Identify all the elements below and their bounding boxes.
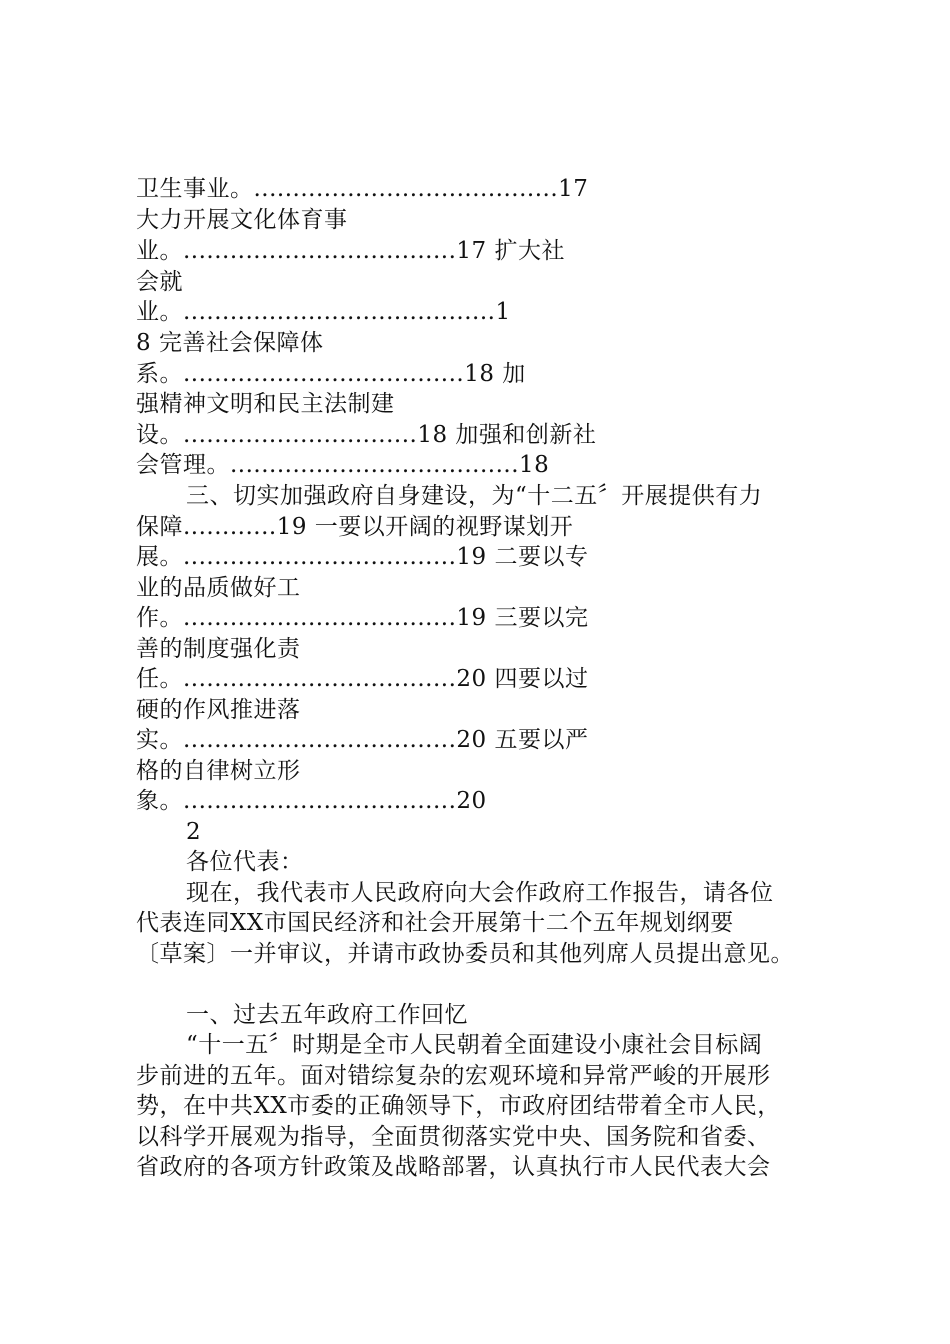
toc-line: 实。...................................20 五要以严 — [136, 727, 589, 753]
body-line: “十一五〞时期是全市人民朝着全面建设小康社会目标阔 — [186, 1032, 763, 1058]
toc-line: 会管理。.....................................18 — [136, 452, 550, 478]
toc-line: 格的自律树立形 — [136, 758, 301, 784]
toc-line: 展。...................................19 二要以专 — [136, 544, 589, 570]
toc-line: 大力开展文化体育事 — [136, 207, 348, 233]
toc-line: 象。...................................20 — [136, 788, 487, 814]
toc-line: 设。..............................18 加强和创新社 — [136, 422, 597, 448]
toc-line: 业。...................................17 扩大社 — [136, 238, 565, 264]
toc-line: 8 完善社会保障体 — [136, 330, 324, 356]
toc-line: 业的品质做好工 — [136, 575, 301, 601]
intro-line: 现在，我代表市人民政府向大会作政府工作报告，请各位 — [186, 880, 774, 906]
toc-line: 硬的作风推进落 — [136, 697, 301, 723]
toc-section-heading: 三、切实加强政府自身建设，为“十二五〞开展提供有力 — [186, 483, 763, 509]
toc-line: 强精神文明和民主法制建 — [136, 391, 395, 417]
toc-line: 任。...................................20 四要以过 — [136, 666, 589, 692]
salutation: 各位代表： — [186, 849, 304, 875]
toc-line: 善的制度强化责 — [136, 636, 301, 662]
toc-line: 卫生事业。.......................................17 — [136, 176, 589, 202]
toc-line: 业。........................................1 — [136, 299, 511, 325]
toc-line: 会就 — [136, 269, 183, 295]
body-line: 省政府的各项方针政策及战略部署，认真执行市人民代表大会 — [136, 1154, 771, 1180]
page-number: 2 — [186, 819, 202, 845]
body-line: 势，在中共XX市委的正确领导下，市政府团结带着全市人民， — [136, 1093, 781, 1119]
toc-line: 作。...................................19 三要以完 — [136, 605, 589, 631]
toc-line: 保障............19 一要以开阔的视野谋划开 — [136, 514, 574, 540]
body-line: 步前进的五年。面对错综复杂的宏观环境和异常严峻的开展形 — [136, 1063, 771, 1089]
section-heading: 一、过去五年政府工作回忆 — [186, 1002, 468, 1028]
intro-line: 代表连同XX市国民经济和社会开展第十二个五年规划纲要 — [136, 910, 734, 936]
toc-line: 系。....................................18 加 — [136, 361, 526, 387]
intro-line: 〔草案〕一并审议，并请市政协委员和其他列席人员提出意见。 — [136, 941, 794, 967]
body-line: 以科学开展观为指导，全面贯彻落实党中央、国务院和省委、 — [136, 1124, 771, 1150]
